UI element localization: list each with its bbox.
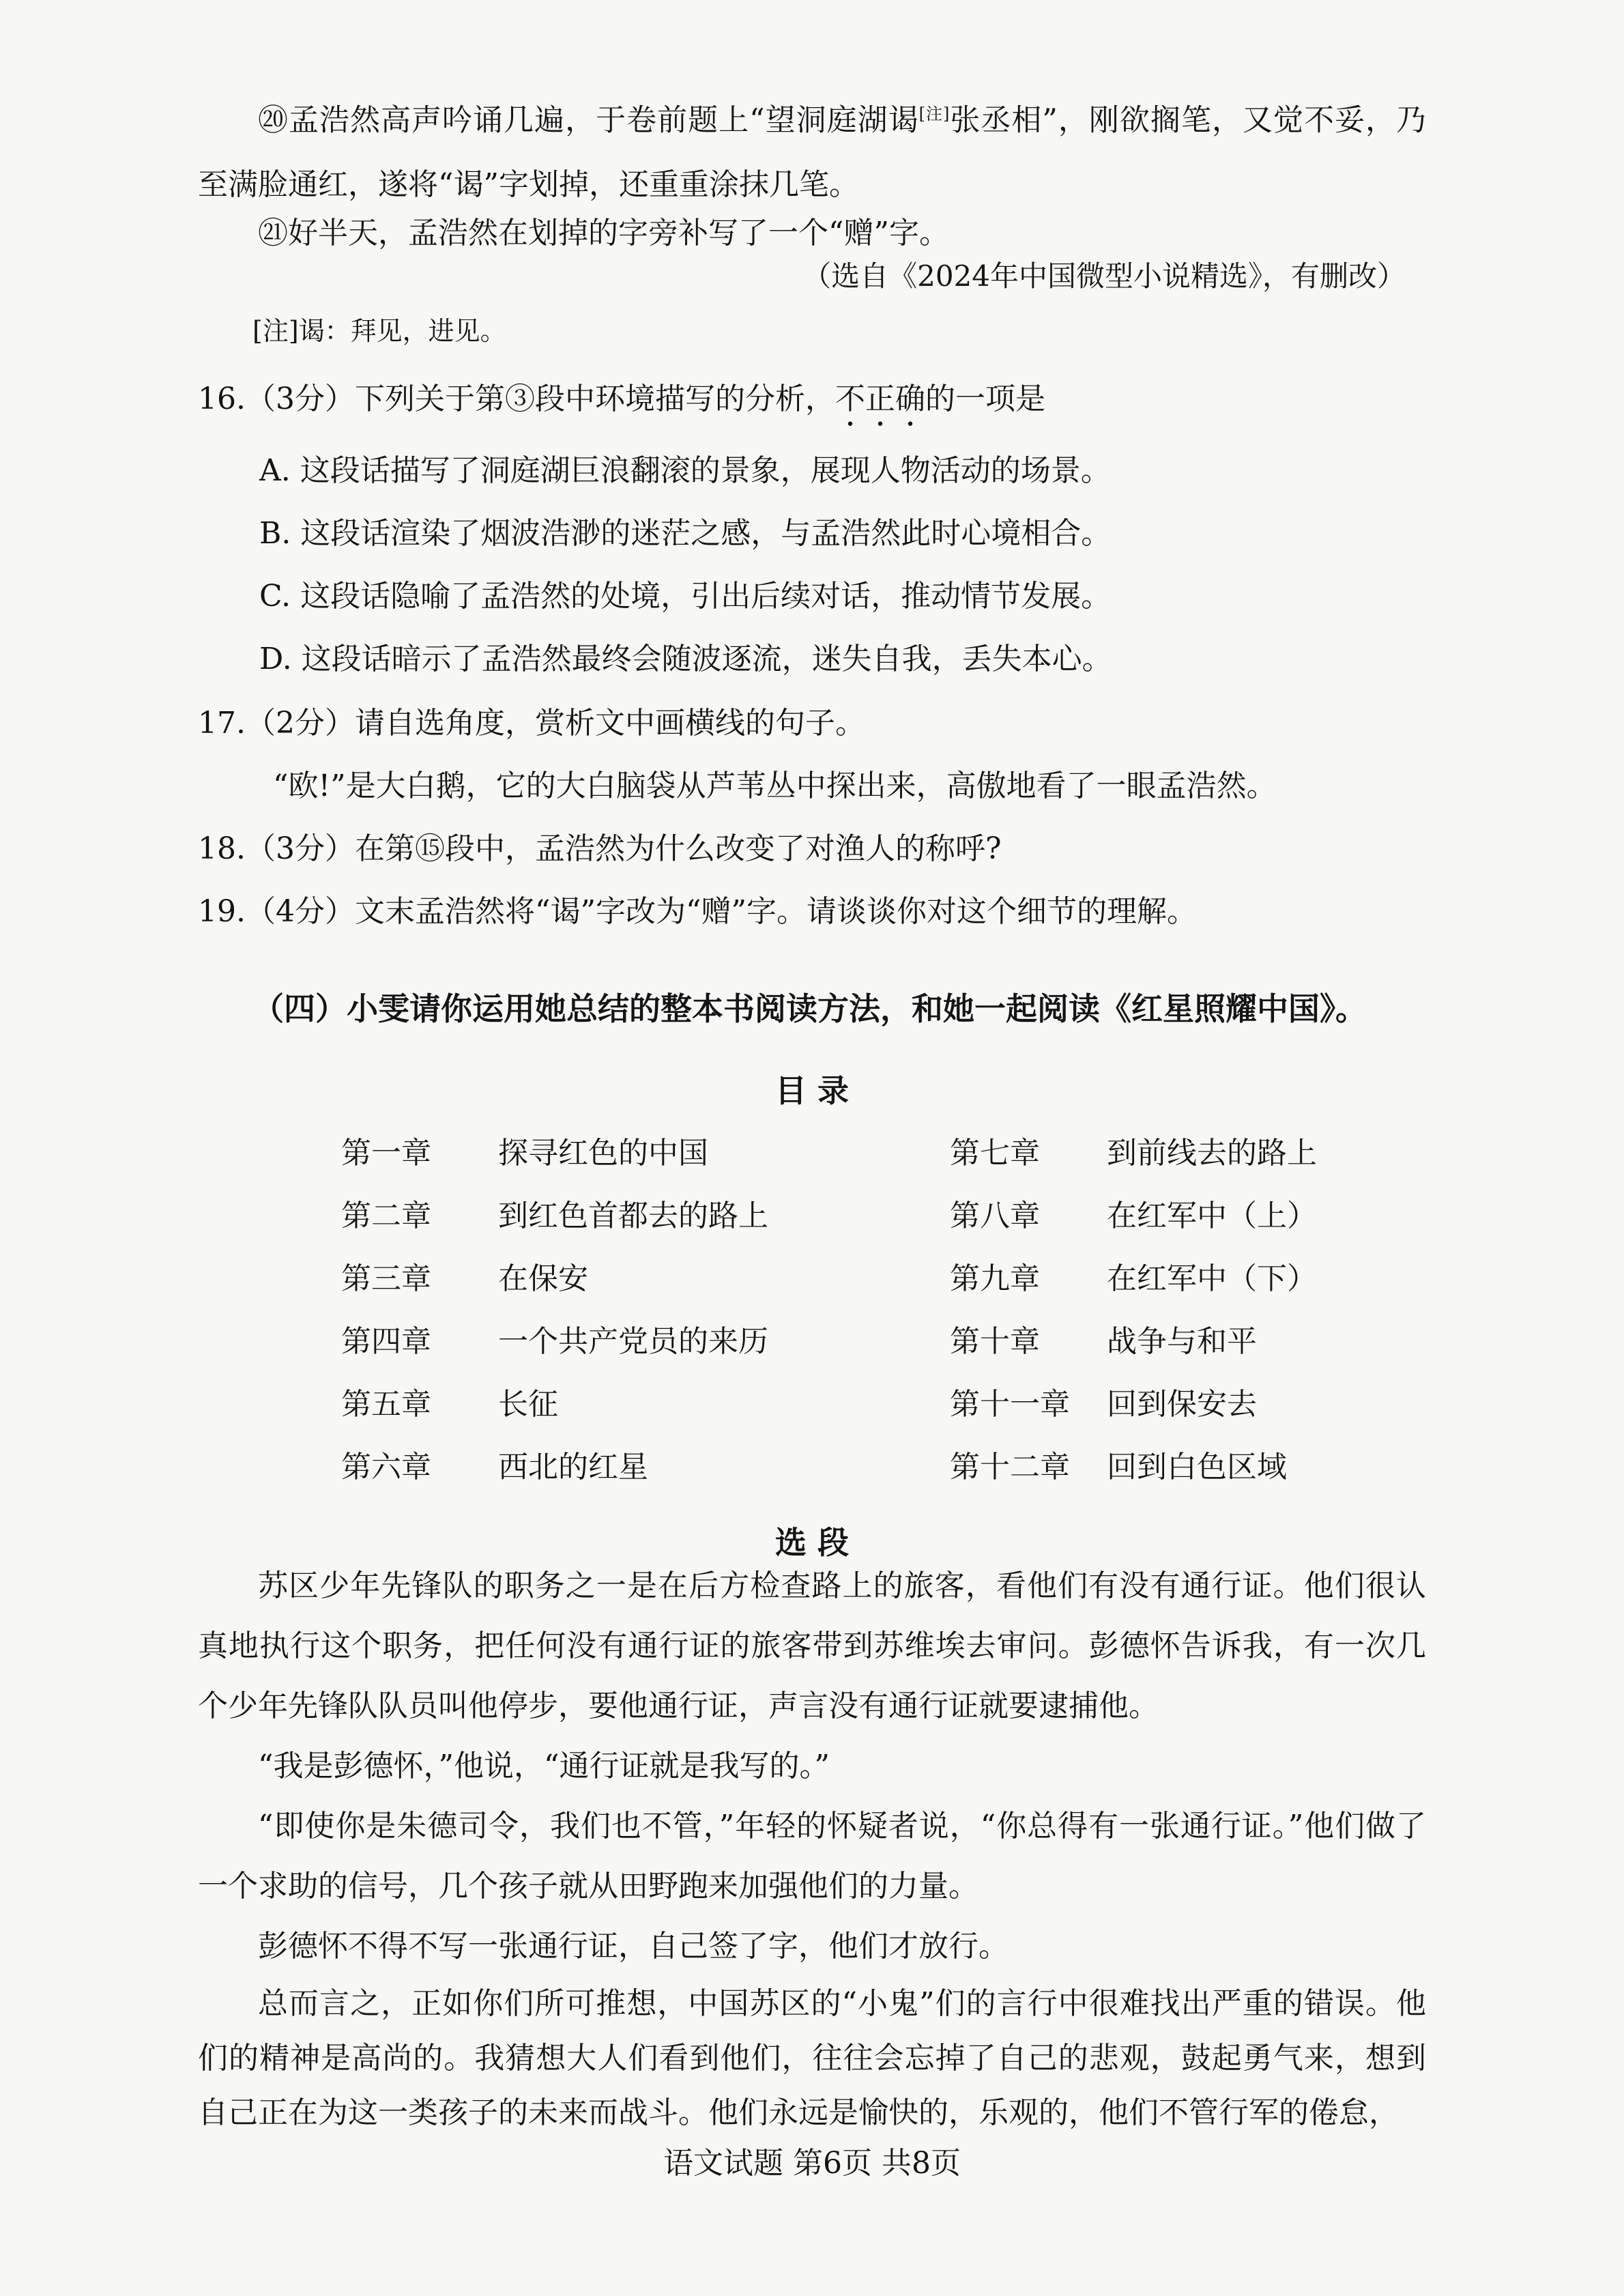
toc-chapter-title: 探寻红色的中国 — [498, 1136, 708, 1171]
toc-chapter: 第七章 — [950, 1136, 1040, 1171]
toc-entry — [950, 1447, 1287, 1488]
story-paragraph-21: ㉑好半天，孟浩然在划掉的字旁补写了一个“赠”字。 — [258, 216, 949, 250]
toc-chapter: 第九章 — [950, 1261, 1040, 1296]
source-citation: （选自《2024年中国微型小说精选》，有删改） — [802, 259, 1406, 293]
toc-chapter-title: 战争与和平 — [1107, 1324, 1257, 1359]
toc-entry — [341, 1321, 768, 1362]
toc-chapter-title: 在保安 — [498, 1261, 588, 1296]
p20-text: ⑳孟浩然高声吟诵几遍，于卷前题上“望洞庭湖谒 — [258, 102, 919, 138]
toc-chapter-title: 长征 — [498, 1387, 558, 1422]
toc-entry — [950, 1133, 1317, 1174]
toc-chapter-title: 回到保安去 — [1107, 1387, 1257, 1422]
toc-entry — [341, 1447, 648, 1488]
question-16 — [198, 379, 1426, 433]
excerpt-title: 选 段 — [774, 1524, 849, 1561]
q16-option-c: C. 这段话隐喻了孟浩然的处境，引出后续对话，推动情节发展。 — [259, 579, 1112, 614]
question-17: 17.（2分）请自选角度，赏析文中画横线的句子。 — [198, 706, 865, 741]
question-18: 18.（3分）在第⑮段中，孟浩然为什么改变了对渔人的称呼? — [198, 831, 1002, 866]
p20-rest-text: 张丞相”，刚欲搁笔，又觉不妥，乃至满脸通红，遂将“谒”字划掉，还重重涂抹几笔。 — [198, 102, 1426, 202]
excerpt-paragraph-4: 彭德怀不得不写一张通行证，自己签了字，他们才放行。 — [258, 1929, 1009, 1964]
q16-emphasis: 不正确 — [835, 382, 925, 416]
footnote: [注]谒：拜见，进见。 — [252, 316, 506, 346]
toc-entry — [341, 1259, 588, 1300]
toc-chapter-title: 一个共产党员的来历 — [498, 1324, 768, 1359]
toc-chapter: 第六章 — [341, 1450, 431, 1484]
toc-entry — [950, 1321, 1257, 1362]
q16-option-a: A. 这段话描写了洞庭湖巨浪翻滚的景象，展现人物活动的场景。 — [259, 453, 1111, 488]
q16-option-b: B. 这段话渲染了烟波浩渺的迷茫之感，与孟浩然此时心境相合。 — [259, 516, 1112, 551]
toc-chapter-title: 回到白色区域 — [1107, 1450, 1287, 1484]
toc-chapter: 第十章 — [950, 1324, 1040, 1359]
toc-chapter: 第四章 — [341, 1324, 431, 1359]
page-footer: 语文试题 第6页 共8页 — [663, 2146, 961, 2181]
toc-chapter: 第十一章 — [950, 1387, 1070, 1422]
toc-chapter-title: 在红军中（上） — [1107, 1199, 1317, 1233]
toc-chapter-title: 到前线去的路上 — [1107, 1136, 1317, 1171]
toc-chapter: 第二章 — [341, 1199, 431, 1233]
toc-title: 目 录 — [774, 1072, 849, 1109]
toc-chapter: 第十二章 — [950, 1450, 1070, 1484]
excerpt-paragraph-1: 苏区少年先锋队的职务之一是在后方检查路上的旅客，看他们有没有通行证。他们很认真地执行这个职务，把任何没有通行证的旅客带到苏维埃去审问。彭德怀告诉我，有一次几个少年先锋队队员叫他停步，要他通行证，声言没有通行证就要逮捕他。 — [198, 1568, 1426, 1723]
toc-entry — [950, 1196, 1317, 1237]
story-paragraph-20 — [198, 82, 1426, 217]
toc-chapter-title: 在红军中（下） — [1107, 1261, 1317, 1296]
note-marker: [注] — [918, 104, 950, 124]
toc-chapter-title: 到红色首都去的路上 — [498, 1199, 768, 1233]
toc-chapter: 第五章 — [341, 1387, 431, 1422]
section-4-heading: （四）小雯请你运用她总结的整本书阅读方法，和她一起阅读《红星照耀中国》。 — [252, 990, 1367, 1027]
toc-entry — [341, 1384, 558, 1425]
toc-entry — [950, 1259, 1317, 1300]
toc-chapter-title: 西北的红星 — [498, 1450, 648, 1484]
toc-chapter: 第八章 — [950, 1199, 1040, 1233]
toc-entry — [341, 1196, 768, 1237]
q16-stem-end: 的一项是 — [925, 382, 1045, 416]
toc-entry — [950, 1384, 1257, 1425]
toc-chapter: 第三章 — [341, 1261, 431, 1296]
q17-quoted-sentence: “欧!”是大白鹅，它的大白脑袋从芦苇丛中探出来，高傲地看了一眼孟浩然。 — [273, 769, 1277, 803]
toc-entry — [341, 1133, 708, 1174]
excerpt-paragraph-3: “即使你是朱德司令，我们也不管，”年轻的怀疑者说，“你总得有一张通行证。”他们做了一个求助的信号，几个孩子就从田野跑来加强他们的力量。 — [198, 1809, 1426, 1904]
toc-chapter: 第一章 — [341, 1136, 431, 1171]
excerpt-paragraph-5: 总而言之，正如你们所可推想，中国苏区的“小鬼”们的言行中很难找出严重的错误。他们的精神是高尚的。我猜想大人们看到他们，往往会忘掉了自己的悲观，鼓起勇气来，想到自己正在为这一类孩子的未来而战斗。他们永远是愉快的，乐观的，他们不管行军的倦怠， — [198, 1986, 1426, 2130]
q16-option-d: D. 这段话暗示了孟浩然最终会随波逐流，迷失自我，丢失本心。 — [259, 642, 1112, 676]
question-19: 19.（4分）文末孟浩然将“谒”字改为“赠”字。请谈谈你对这个细节的理解。 — [198, 894, 1197, 929]
q16-stem: 16.（3分）下列关于第③段中环境描写的分析， — [198, 382, 835, 416]
excerpt-paragraph-2: “我是彭德怀，”他说，“通行证就是我写的。” — [258, 1749, 830, 1783]
